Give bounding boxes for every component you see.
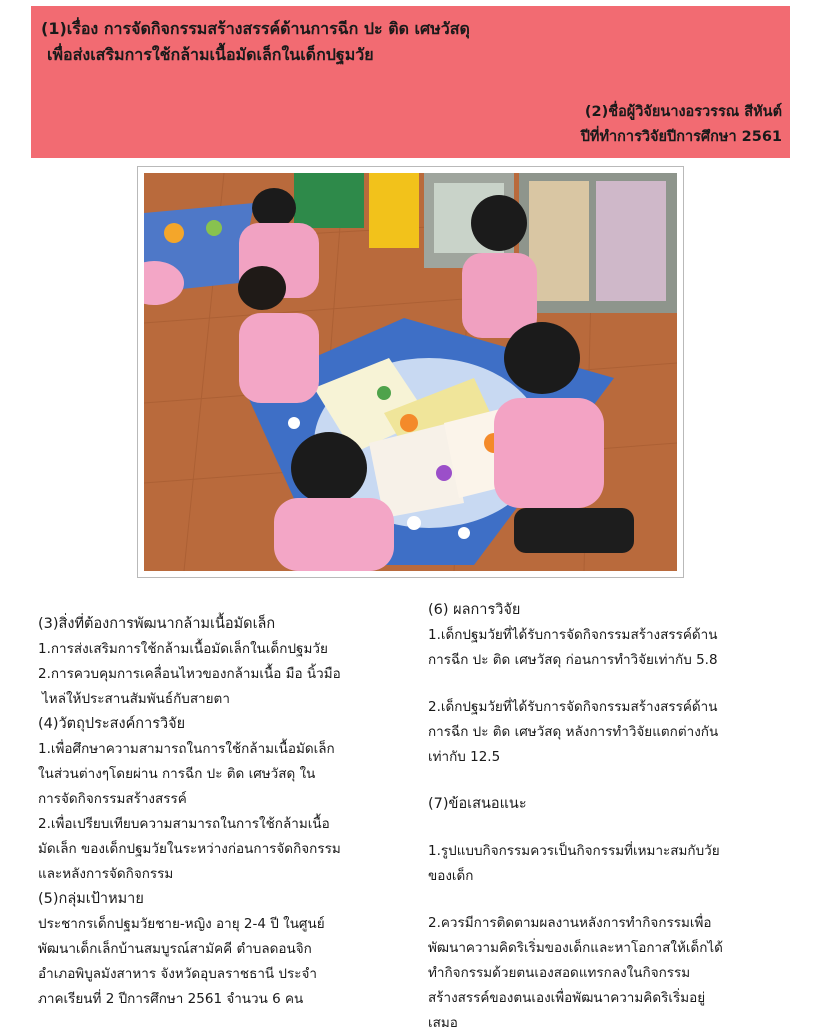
left-column [38,612,410,1012]
section-4-item-2-line-3: และหลังการจัดกิจกรรม [38,866,174,882]
section-5-line-3: อำเภอพิบูลมังสาหาร จังหวัดอุบลราชธานี ประจำ [38,966,317,982]
section-5-heading: (5)กลุ่มเป้าหมาย [38,891,144,907]
title-line-2: เพื่อส่งเสริมการใช้กล้ามเนื้อมัดเล็กในเด็กปฐมวัย [47,45,374,64]
section-5-line-2: พัฒนาเด็กเล็กบ้านสมบูรณ์สามัคคี ตำบลดอนจิก [38,941,312,957]
section-3-item-2-line-2: ไหล่ให้ประสานสัมพันธ์กับสายตา [42,691,230,707]
section-7-item-2-line-3: ทำกิจกรรมด้วยตนเองสอดแทรกลงในกิจกรรม [428,965,691,981]
section-6-item-2-line-2: การฉีก ปะ ติด เศษวัสดุ หลังการทำวิจัยแตกต่างกัน [428,724,719,740]
section-5-line-4: ภาคเรียนที่ 2 ปีการศึกษา 2561 จำนวน 6 คน [38,991,304,1007]
right-column [428,598,790,1036]
section-7-item-1-line-1: 1.รูปแบบกิจกรรมควรเป็นกิจกรรมที่เหมาะสมกับวัย [428,843,720,859]
title-line-1: (1)เรื่อง การจัดกิจกรรมสร้างสรรค์ด้านการฉีก ปะ ติด เศษวัสดุ [41,19,470,38]
section-5-line-1: ประชากรเด็กปฐมวัยชาย-หญิง อายุ 2-4 ปี ในศูนย์ [38,916,325,932]
researcher-name: (2)ชื่อผู้วิจัยนางอรวรรณ สีหันต์ [584,104,782,120]
section-6-item-1-line-2: การฉีก ปะ ติด เศษวัสดุ ก่อนการทำวิจัยเท่ากับ 5.8 [428,652,718,668]
section-4-item-2-line-1: 2.เพื่อเปรียบเทียบความสามารถในการใช้กล้ามเนื้อ [38,816,330,832]
section-6-item-2-line-1: 2.เด็กปฐมวัยที่ได้รับการจัดกิจกรรมสร้างสรรค์ด้าน [428,699,718,715]
photo-frame [137,166,684,578]
section-3-item-2-line-1: 2.การควบคุมการเคลื่อนไหวของกล้ามเนื้อ มือ นิ้วมือ [38,666,341,682]
researcher-info [581,100,782,150]
section-4-item-1-line-3: การจัดกิจกรรมสร้างสรรค์ [38,791,187,807]
section-7-item-2-line-2: พัฒนาความคิดริเริ่มของเด็กและหาโอกาสให้เด็กได้ [428,940,723,956]
section-7-heading: (7)ข้อเสนอแนะ [428,796,527,812]
section-7-item-2-line-4: สร้างสรรค์ของตนเองเพื่อพัฒนาความคิดริเริ่มอยู่ [428,990,706,1006]
section-6-item-1-line-1: 1.เด็กปฐมวัยที่ได้รับการจัดกิจกรรมสร้างสรรค์ด้าน [428,627,718,643]
section-7-item-2-line-5: เสมอ [428,1015,458,1031]
title-banner [31,6,790,158]
section-6-heading: (6) ผลการวิจัย [428,602,521,618]
research-year: ปีที่ทำการวิจัยปีการศึกษา 2561 [580,129,782,145]
section-3-item-1: 1.การส่งเสริมการใช้กล้ามเนื้อมัดเล็กในเด็กปฐมวัย [38,641,328,657]
section-6-item-2-line-3: เท่ากับ 12.5 [428,749,501,765]
classroom-photo-icon [144,173,677,571]
section-7-item-2-line-1: 2.ควรมีการติดตามผลงานหลังการทำกิจกรรมเพื่อ [428,915,712,931]
section-4-item-2-line-2: มัดเล็ก ของเด็กปฐมวัยในระหว่างก่อนการจัดกิจกรรม [38,841,341,857]
section-7-item-1-line-2: ของเด็ก [428,868,474,884]
section-3-heading: (3)สิ่งที่ต้องการพัฒนากล้ามเนื้อมัดเล็ก [38,616,276,632]
section-4-item-1-line-2: ในส่วนต่างๆโดยผ่าน การฉีก ปะ ติด เศษวัสดุ ใน [38,766,316,782]
section-4-heading: (4)วัตถุประสงค์การวิจัย [38,716,186,732]
section-4-item-1-line-1: 1.เพื่อศึกษาความสามารถในการใช้กล้ามเนื้อมัดเล็ก [38,741,335,757]
